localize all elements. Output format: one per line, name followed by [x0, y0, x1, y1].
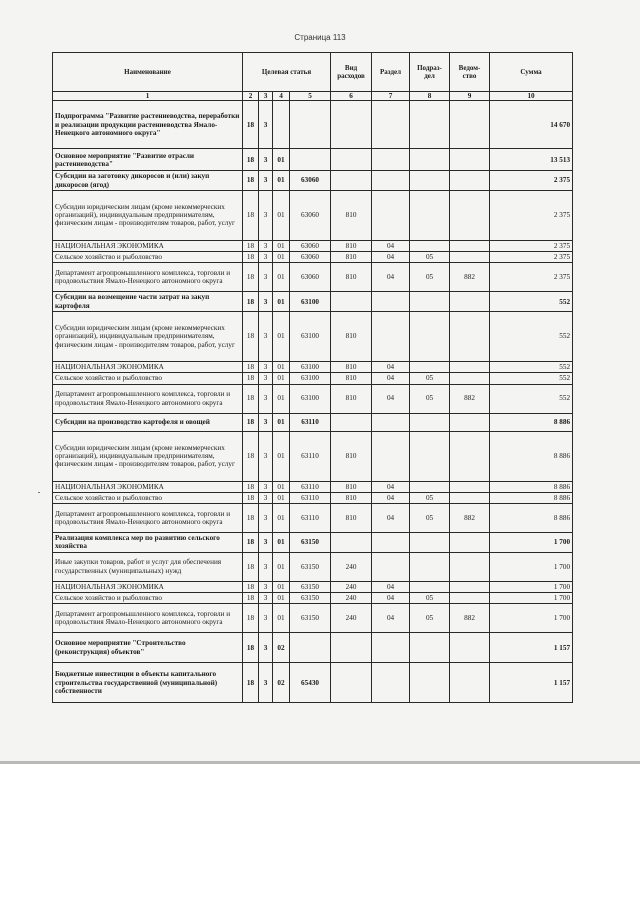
- column-number: 9: [450, 92, 490, 101]
- column-number: 3: [259, 92, 273, 101]
- row-name-cell: Субсидии юридическим лицам (кроме некоммерческих организаций), индивидуальным предпринимателям, физическим лицам - производителям товаров, работ, услуг: [53, 311, 243, 361]
- header-target-article: Целевая статья: [243, 53, 331, 92]
- department-cell: [450, 361, 490, 372]
- target-code-1-cell: 18: [243, 252, 259, 263]
- row-name-cell: Иные закупки товаров, работ и услуг для обеспечения государственных (муниципальных) нужд: [53, 552, 243, 581]
- section-cell: [372, 311, 410, 361]
- target-code-3-cell: 01: [273, 552, 290, 581]
- row-name-cell: Сельское хозяйство и рыболовство: [53, 592, 243, 603]
- expense-type-cell: [331, 101, 372, 149]
- department-cell: [450, 190, 490, 240]
- target-code-4-cell: 63110: [290, 492, 331, 503]
- subsection-cell: 05: [410, 592, 450, 603]
- expense-type-cell: 810: [331, 431, 372, 481]
- target-code-1-cell: 18: [243, 663, 259, 703]
- target-code-3-cell: 01: [273, 504, 290, 533]
- header-section: Раздел: [372, 53, 410, 92]
- target-code-4-cell: 63060: [290, 252, 331, 263]
- department-cell: [450, 413, 490, 431]
- target-code-4-cell: 63060: [290, 240, 331, 251]
- target-code-3-cell: 01: [273, 373, 290, 384]
- target-code-1-cell: 18: [243, 240, 259, 251]
- subsection-cell: [410, 101, 450, 149]
- target-code-2-cell: 3: [259, 592, 273, 603]
- expense-type-cell: 810: [331, 361, 372, 372]
- target-code-1-cell: 18: [243, 481, 259, 492]
- target-code-1-cell: 18: [243, 592, 259, 603]
- section-cell: [372, 413, 410, 431]
- section-cell: [372, 101, 410, 149]
- department-cell: [450, 240, 490, 251]
- section-cell: [372, 431, 410, 481]
- department-cell: 882: [450, 604, 490, 633]
- subsection-cell: [410, 431, 450, 481]
- target-code-3-cell: 02: [273, 663, 290, 703]
- target-code-2-cell: 3: [259, 384, 273, 413]
- target-code-2-cell: 3: [259, 263, 273, 292]
- target-code-1-cell: 18: [243, 413, 259, 431]
- department-cell: 882: [450, 384, 490, 413]
- target-code-2-cell: 3: [259, 361, 273, 372]
- target-code-3-cell: 01: [273, 492, 290, 503]
- subsection-cell: [410, 240, 450, 251]
- table-row: [53, 361, 573, 372]
- section-cell: [372, 633, 410, 663]
- section-cell: [372, 552, 410, 581]
- target-code-3-cell: 01: [273, 252, 290, 263]
- target-code-3-cell: [273, 101, 290, 149]
- target-code-3-cell: 01: [273, 481, 290, 492]
- amount-cell: 8 886: [490, 492, 573, 503]
- target-code-4-cell: 63150: [290, 533, 331, 553]
- expense-type-cell: [331, 149, 372, 171]
- subsection-cell: [410, 663, 450, 703]
- row-name-cell: Сельское хозяйство и рыболовство: [53, 252, 243, 263]
- expense-type-cell: 810: [331, 311, 372, 361]
- expense-type-cell: 240: [331, 552, 372, 581]
- subsection-cell: [410, 533, 450, 553]
- row-name-cell: Реализация комплекса мер по развитию сельского хозяйства: [53, 533, 243, 553]
- target-code-3-cell: 01: [273, 592, 290, 603]
- subsection-cell: [410, 581, 450, 592]
- target-code-4-cell: 63110: [290, 504, 331, 533]
- row-name-cell: НАЦИОНАЛЬНАЯ ЭКОНОМИКА: [53, 240, 243, 251]
- row-name-cell: Департамент агропромышленного комплекса, торговли и продовольствия Ямало-Ненецкого автономного округа: [53, 604, 243, 633]
- department-cell: [450, 292, 490, 312]
- target-code-2-cell: 3: [259, 663, 273, 703]
- target-code-2-cell: 3: [259, 581, 273, 592]
- department-cell: [450, 149, 490, 171]
- target-code-2-cell: 3: [259, 431, 273, 481]
- row-name-cell: НАЦИОНАЛЬНАЯ ЭКОНОМИКА: [53, 361, 243, 372]
- target-code-4-cell: [290, 101, 331, 149]
- target-code-2-cell: 3: [259, 171, 273, 191]
- table-row: [53, 492, 573, 503]
- section-cell: 04: [372, 384, 410, 413]
- expense-type-cell: 240: [331, 604, 372, 633]
- section-cell: 04: [372, 581, 410, 592]
- row-name-cell: Сельское хозяйство и рыболовство: [53, 492, 243, 503]
- amount-cell: 8 886: [490, 431, 573, 481]
- department-cell: [450, 633, 490, 663]
- department-cell: [450, 481, 490, 492]
- row-name-cell: Сельское хозяйство и рыболовство: [53, 373, 243, 384]
- target-code-1-cell: 18: [243, 171, 259, 191]
- table-row: [53, 171, 573, 191]
- table-row: [53, 633, 573, 663]
- subsection-cell: [410, 552, 450, 581]
- expense-type-cell: 810: [331, 504, 372, 533]
- target-code-3-cell: 01: [273, 190, 290, 240]
- department-cell: 882: [450, 263, 490, 292]
- scan-speck: [38, 492, 40, 493]
- target-code-1-cell: 18: [243, 361, 259, 372]
- target-code-1-cell: 18: [243, 431, 259, 481]
- expense-type-cell: 240: [331, 592, 372, 603]
- table-row: [53, 604, 573, 633]
- target-code-4-cell: [290, 633, 331, 663]
- amount-cell: 1 157: [490, 633, 573, 663]
- table-row: [53, 384, 573, 413]
- column-number: 10: [490, 92, 573, 101]
- page-number-header: Страница 113: [294, 33, 346, 42]
- expense-type-cell: [331, 413, 372, 431]
- row-name-cell: Субсидии на заготовку дикоросов и (или) закуп дикоросов (ягод): [53, 171, 243, 191]
- subsection-cell: 05: [410, 373, 450, 384]
- department-cell: [450, 581, 490, 592]
- table-row: [53, 592, 573, 603]
- amount-cell: 1 700: [490, 581, 573, 592]
- target-code-2-cell: 3: [259, 292, 273, 312]
- target-code-4-cell: 63150: [290, 581, 331, 592]
- amount-cell: 2 375: [490, 263, 573, 292]
- target-code-4-cell: 63110: [290, 413, 331, 431]
- target-code-2-cell: 3: [259, 149, 273, 171]
- table-row: [53, 431, 573, 481]
- row-name-cell: Департамент агропромышленного комплекса, торговли и продовольствия Ямало-Ненецкого автономного округа: [53, 263, 243, 292]
- amount-cell: 552: [490, 384, 573, 413]
- row-name-cell: Субсидии на возмещение части затрат на закуп картофеля: [53, 292, 243, 312]
- target-code-2-cell: 3: [259, 552, 273, 581]
- expense-type-cell: 810: [331, 384, 372, 413]
- target-code-1-cell: 18: [243, 292, 259, 312]
- department-cell: [450, 592, 490, 603]
- target-code-3-cell: 01: [273, 533, 290, 553]
- table-row: [53, 252, 573, 263]
- target-code-4-cell: 63150: [290, 592, 331, 603]
- amount-cell: 1 157: [490, 663, 573, 703]
- column-number: 6: [331, 92, 372, 101]
- budget-table: [52, 52, 573, 703]
- row-name-cell: Субсидии юридическим лицам (кроме некоммерческих организаций), индивидуальным предпринимателям, физическим лицам - производителям товаров, работ, услуг: [53, 190, 243, 240]
- department-cell: 882: [450, 504, 490, 533]
- table-row: [53, 240, 573, 251]
- header-name: Наименование: [53, 53, 243, 92]
- target-code-3-cell: 01: [273, 292, 290, 312]
- row-name-cell: Подпрограмма "Развитие растениеводства, переработки и реализации продукции растениеводства Ямало-Ненецкого автономного округа": [53, 101, 243, 149]
- section-cell: 04: [372, 263, 410, 292]
- target-code-1-cell: 18: [243, 101, 259, 149]
- column-number: 4: [273, 92, 290, 101]
- amount-cell: 552: [490, 292, 573, 312]
- amount-cell: 13 513: [490, 149, 573, 171]
- target-code-4-cell: 65430: [290, 663, 331, 703]
- target-code-1-cell: 18: [243, 263, 259, 292]
- row-name-cell: Департамент агропромышленного комплекса, торговли и продовольствия Ямало-Ненецкого автономного округа: [53, 504, 243, 533]
- amount-cell: 1 700: [490, 592, 573, 603]
- expense-type-cell: [331, 171, 372, 191]
- target-code-3-cell: 01: [273, 361, 290, 372]
- target-code-2-cell: 3: [259, 604, 273, 633]
- amount-cell: 14 670: [490, 101, 573, 149]
- row-name-cell: Основное мероприятие "Строительство (реконструкция) объектов": [53, 633, 243, 663]
- subsection-cell: 05: [410, 492, 450, 503]
- section-cell: [372, 171, 410, 191]
- header-expense-type: Вид расходов: [331, 53, 372, 92]
- expense-type-cell: [331, 533, 372, 553]
- target-code-2-cell: 3: [259, 373, 273, 384]
- target-code-3-cell: 01: [273, 311, 290, 361]
- subsection-cell: 05: [410, 604, 450, 633]
- expense-type-cell: 240: [331, 581, 372, 592]
- target-code-3-cell: 01: [273, 581, 290, 592]
- target-code-4-cell: 63100: [290, 292, 331, 312]
- department-cell: [450, 552, 490, 581]
- section-cell: 04: [372, 240, 410, 251]
- expense-type-cell: 810: [331, 263, 372, 292]
- section-cell: 04: [372, 481, 410, 492]
- row-name-cell: НАЦИОНАЛЬНАЯ ЭКОНОМИКА: [53, 581, 243, 592]
- section-cell: 04: [372, 592, 410, 603]
- subsection-cell: [410, 292, 450, 312]
- table-row: [53, 263, 573, 292]
- department-cell: [450, 533, 490, 553]
- subsection-cell: [410, 190, 450, 240]
- scan-edge-divider: [0, 761, 640, 764]
- table-row: [53, 663, 573, 703]
- department-cell: [450, 252, 490, 263]
- target-code-2-cell: 3: [259, 252, 273, 263]
- subsection-cell: [410, 633, 450, 663]
- subsection-cell: [410, 171, 450, 191]
- department-cell: [450, 171, 490, 191]
- target-code-3-cell: 01: [273, 171, 290, 191]
- subsection-cell: [410, 413, 450, 431]
- target-code-4-cell: [290, 149, 331, 171]
- target-code-1-cell: 18: [243, 633, 259, 663]
- column-number: 1: [53, 92, 243, 101]
- target-code-4-cell: 63100: [290, 361, 331, 372]
- amount-cell: 2 375: [490, 252, 573, 263]
- target-code-2-cell: 3: [259, 240, 273, 251]
- target-code-4-cell: 63100: [290, 373, 331, 384]
- column-number: 8: [410, 92, 450, 101]
- header-amount: Сумма: [490, 53, 573, 92]
- department-cell: [450, 663, 490, 703]
- subsection-cell: 05: [410, 504, 450, 533]
- section-cell: 04: [372, 252, 410, 263]
- header-department: Ведом-ство: [450, 53, 490, 92]
- subsection-cell: [410, 149, 450, 171]
- target-code-3-cell: 01: [273, 384, 290, 413]
- row-name-cell: Субсидии на производство картофеля и овощей: [53, 413, 243, 431]
- table-row: [53, 581, 573, 592]
- table-header-row: [53, 53, 573, 92]
- table-row: [53, 373, 573, 384]
- target-code-4-cell: 63110: [290, 431, 331, 481]
- section-cell: 04: [372, 604, 410, 633]
- target-code-1-cell: 18: [243, 504, 259, 533]
- target-code-4-cell: 63100: [290, 311, 331, 361]
- table-row: [53, 311, 573, 361]
- table-row: [53, 413, 573, 431]
- amount-cell: 1 700: [490, 533, 573, 553]
- section-cell: 04: [372, 373, 410, 384]
- subsection-cell: 05: [410, 252, 450, 263]
- subsection-cell: [410, 361, 450, 372]
- section-cell: 04: [372, 504, 410, 533]
- target-code-4-cell: 63110: [290, 481, 331, 492]
- expense-type-cell: [331, 292, 372, 312]
- row-name-cell: Субсидии юридическим лицам (кроме некоммерческих организаций), индивидуальным предпринимателям, физическим лицам - производителям товаров, работ, услуг: [53, 431, 243, 481]
- expense-type-cell: [331, 633, 372, 663]
- header-subsection: Подраз-дел: [410, 53, 450, 92]
- target-code-2-cell: 3: [259, 492, 273, 503]
- amount-cell: 8 886: [490, 413, 573, 431]
- column-number: 5: [290, 92, 331, 101]
- expense-type-cell: [331, 663, 372, 703]
- table-row: [53, 292, 573, 312]
- target-code-4-cell: 63150: [290, 552, 331, 581]
- amount-cell: 552: [490, 361, 573, 372]
- amount-cell: 1 700: [490, 552, 573, 581]
- expense-type-cell: 810: [331, 252, 372, 263]
- column-number: 7: [372, 92, 410, 101]
- section-cell: [372, 190, 410, 240]
- target-code-2-cell: 3: [259, 533, 273, 553]
- expense-type-cell: 810: [331, 240, 372, 251]
- target-code-1-cell: 18: [243, 373, 259, 384]
- target-code-4-cell: 63150: [290, 604, 331, 633]
- column-number-row: [53, 92, 573, 101]
- target-code-2-cell: 3: [259, 633, 273, 663]
- department-cell: [450, 431, 490, 481]
- table-row: [53, 149, 573, 171]
- target-code-4-cell: 63060: [290, 263, 331, 292]
- amount-cell: 8 886: [490, 504, 573, 533]
- target-code-4-cell: 63060: [290, 171, 331, 191]
- target-code-1-cell: 18: [243, 533, 259, 553]
- column-number: 2: [243, 92, 259, 101]
- section-cell: [372, 533, 410, 553]
- department-cell: [450, 492, 490, 503]
- expense-type-cell: 810: [331, 373, 372, 384]
- target-code-1-cell: 18: [243, 552, 259, 581]
- target-code-2-cell: 3: [259, 481, 273, 492]
- amount-cell: 2 375: [490, 190, 573, 240]
- table-row: [53, 504, 573, 533]
- row-name-cell: Департамент агропромышленного комплекса, торговли и продовольствия Ямало-Ненецкого автономного округа: [53, 384, 243, 413]
- amount-cell: 552: [490, 311, 573, 361]
- table-row: [53, 533, 573, 553]
- target-code-1-cell: 18: [243, 190, 259, 240]
- row-name-cell: Бюджетные инвестиции в объекты капитального строительства государственной (муниципальной) собственности: [53, 663, 243, 703]
- target-code-1-cell: 18: [243, 492, 259, 503]
- subsection-cell: 05: [410, 384, 450, 413]
- target-code-1-cell: 18: [243, 581, 259, 592]
- table-row: [53, 101, 573, 149]
- target-code-1-cell: 18: [243, 149, 259, 171]
- amount-cell: 2 375: [490, 171, 573, 191]
- subsection-cell: 05: [410, 263, 450, 292]
- row-name-cell: Основное мероприятие "Развитие отрасли растениеводства": [53, 149, 243, 171]
- target-code-3-cell: 01: [273, 413, 290, 431]
- section-cell: 04: [372, 361, 410, 372]
- section-cell: [372, 292, 410, 312]
- amount-cell: 1 700: [490, 604, 573, 633]
- expense-type-cell: 810: [331, 190, 372, 240]
- target-code-2-cell: 3: [259, 311, 273, 361]
- target-code-3-cell: 01: [273, 604, 290, 633]
- target-code-2-cell: 3: [259, 190, 273, 240]
- amount-cell: 552: [490, 373, 573, 384]
- target-code-1-cell: 18: [243, 384, 259, 413]
- table-row: [53, 190, 573, 240]
- row-name-cell: НАЦИОНАЛЬНАЯ ЭКОНОМИКА: [53, 481, 243, 492]
- department-cell: [450, 101, 490, 149]
- amount-cell: 8 886: [490, 481, 573, 492]
- amount-cell: 2 375: [490, 240, 573, 251]
- target-code-3-cell: 02: [273, 633, 290, 663]
- target-code-2-cell: 3: [259, 504, 273, 533]
- target-code-3-cell: 01: [273, 149, 290, 171]
- section-cell: [372, 663, 410, 703]
- target-code-3-cell: 01: [273, 431, 290, 481]
- expense-type-cell: 810: [331, 481, 372, 492]
- target-code-2-cell: 3: [259, 101, 273, 149]
- expense-type-cell: 810: [331, 492, 372, 503]
- subsection-cell: [410, 481, 450, 492]
- table-row: [53, 481, 573, 492]
- target-code-3-cell: 01: [273, 263, 290, 292]
- table-row: [53, 552, 573, 581]
- section-cell: 04: [372, 492, 410, 503]
- target-code-1-cell: 18: [243, 604, 259, 633]
- target-code-1-cell: 18: [243, 311, 259, 361]
- target-code-2-cell: 3: [259, 413, 273, 431]
- department-cell: [450, 373, 490, 384]
- subsection-cell: [410, 311, 450, 361]
- target-code-4-cell: 63100: [290, 384, 331, 413]
- target-code-3-cell: 01: [273, 240, 290, 251]
- table-body: [53, 101, 573, 703]
- department-cell: [450, 311, 490, 361]
- target-code-4-cell: 63060: [290, 190, 331, 240]
- section-cell: [372, 149, 410, 171]
